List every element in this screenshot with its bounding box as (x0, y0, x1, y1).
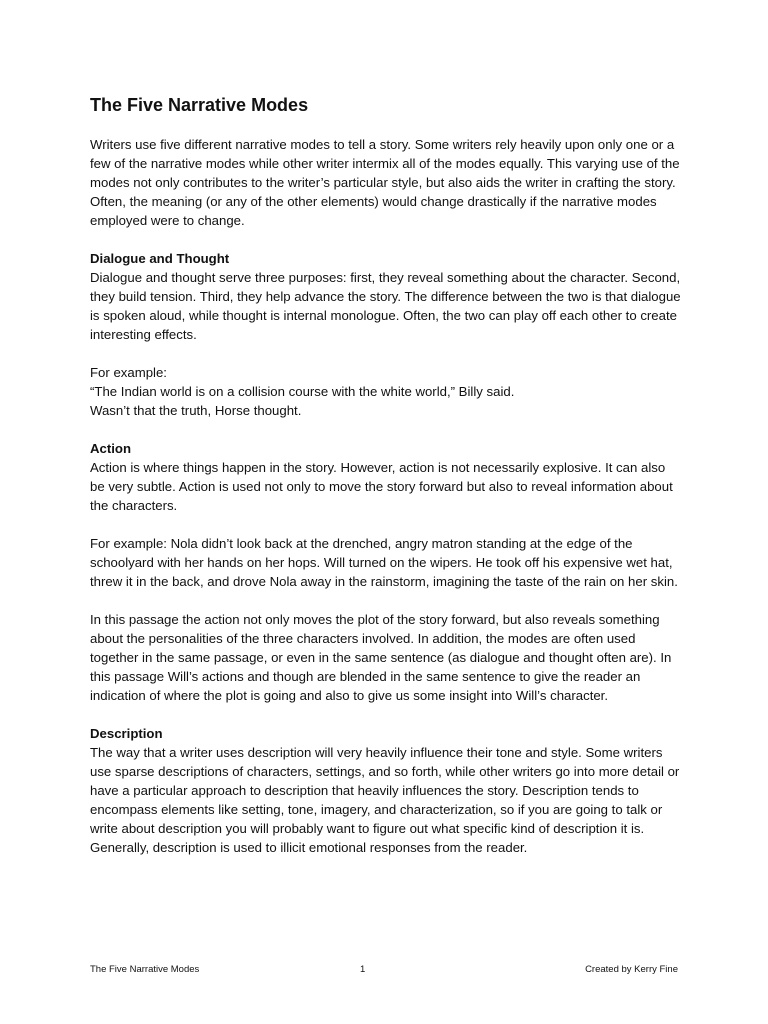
dialogue-example-intro: For example: (90, 365, 167, 380)
document-title: The Five Narrative Modes (90, 95, 309, 115)
dialogue-example (90, 363, 682, 420)
section-heading-dialogue: Dialogue and Thought (90, 251, 230, 266)
document-content (90, 93, 682, 857)
description-body: The way that a writer uses description will very heavily influence their tone and style. Some writers use sparse descriptions of characters, settings, and so forth, while other writers go into more detail or have a particular approach to description that heavily influences the story. Description tends to encompass elements like setting, tone, imagery, and characterization, so if you are going to talk or write about description you will probably want to figure out what specific kind of description it is. Generally, description is used to illicit emotional responses from the reader. (90, 745, 680, 855)
section-description (90, 724, 682, 857)
intro-paragraph: Writers use five different narrative modes to tell a story. Some writers rely heavily upon only one or a few of the narrative modes while other writer intermix all of the modes equally. This varying use of the modes not only contributes to the writer’s particular style, but also aids the writer in crafting the story. Often, the meaning (or any of the other elements) would change drastically if the narrative modes employed were to change. (90, 137, 680, 228)
page-footer (90, 963, 678, 977)
action-body: Action is where things happen in the story. However, action is not necessarily explosive. It can also be very subtle. Action is used not only to move the story forward but also to reveal information about the characters. (90, 460, 673, 513)
footer-page-number: 1 (360, 964, 366, 975)
footer-author: Created by Kerry Fine (585, 964, 678, 975)
action-example: For example: Nola didn’t look back at the drenched, angry matron standing at the edge of the schoolyard with her hands on her hops. Will turned on the wipers. He took off his expensive wet hat, threw it in the back, and drove Nola away in the rainstorm, imagining the taste of the rain on her skin. (90, 536, 678, 589)
dialogue-example-line-2: Wasn’t that the truth, Horse thought. (90, 403, 302, 418)
dialogue-example-line-1: “The Indian world is on a collision course with the white world,” Billy said. (90, 384, 515, 399)
dialogue-body: Dialogue and thought serve three purposes: first, they reveal something about the character. Second, they build tension. Third, they help advance the story. The difference between the two is that dialogue is spoken aloud, while thought is internal monologue. Often, the two can play off each other to create interesting effects. (90, 270, 681, 342)
section-action (90, 439, 682, 705)
action-analysis: In this passage the action not only moves the plot of the story forward, but also reveals something about the personalities of the three characters involved. In addition, the modes are often used together in the same passage, or even in the same sentence (as dialogue and thought often are). In this passage Will’s actions and though are blended in the same sentence to give the reader an indication of where the plot is going and also to give us some insight into Will’s character. (90, 612, 672, 703)
section-heading-description: Description (90, 726, 163, 741)
section-dialogue (90, 249, 682, 420)
footer-document-title: The Five Narrative Modes (90, 964, 200, 975)
section-heading-action: Action (90, 441, 132, 456)
